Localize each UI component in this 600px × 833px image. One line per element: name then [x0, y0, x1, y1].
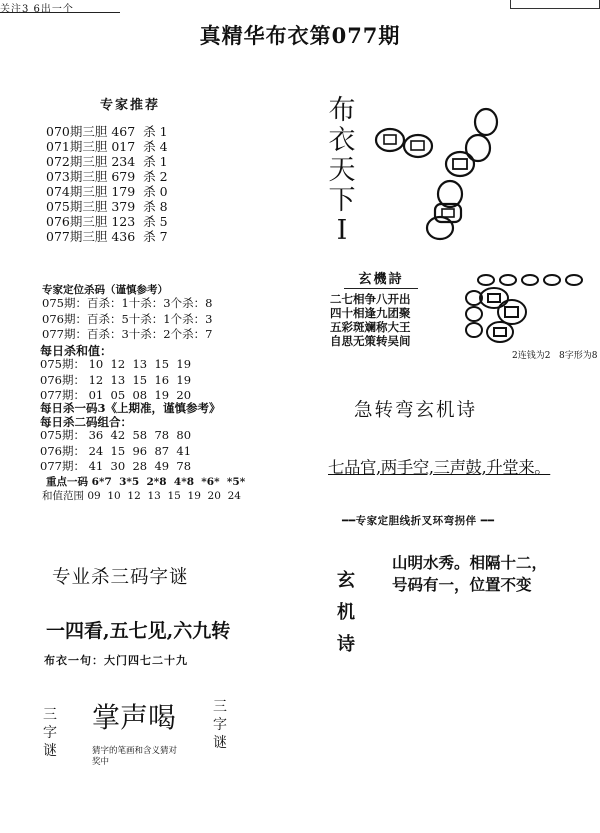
expert-row: 076期三胆 123 杀 5 — [46, 214, 168, 229]
expert-row: 075期三胆 379 杀 8 — [46, 199, 168, 214]
expert-row: 073期三胆 679 杀 2 — [46, 169, 168, 184]
qipin-poem-line: 七品官,两手空,三声鼓,升堂来。 — [328, 458, 551, 477]
top-divider — [0, 12, 120, 13]
jizhuan-poem-title: 急转弯玄机诗 — [354, 400, 478, 421]
riddle-line: 一四看,五七见,六九转 — [46, 620, 231, 642]
top-right-frame — [510, 0, 600, 9]
coin-pattern-icon — [460, 272, 595, 344]
riddle-right-vertical: 三字谜 — [213, 699, 227, 751]
daily-sum-title: 每日杀和值： — [40, 344, 113, 358]
expert-row: 072期三胆 234 杀 1 — [46, 154, 168, 169]
buyi-tianxia-vertical: 布衣天下I — [328, 95, 356, 246]
riddle-word: 掌声喝 — [92, 701, 177, 734]
xuanji-poem-line: 自思无策转吴间 — [330, 334, 411, 348]
expert-list — [46, 124, 168, 244]
daily-kill-two-title: 每日杀二码组合： — [40, 415, 132, 429]
coin-chain-icon — [368, 100, 508, 250]
daily-sum-list — [40, 357, 191, 404]
top-note: 关注3 6出一个 — [0, 4, 74, 15]
xuanji-poem-line: 二七相争八开出 — [330, 292, 411, 306]
daily-kill-two-list — [40, 428, 191, 475]
xuanji-poem-box — [330, 268, 432, 348]
riddle-hint: 猜字的笔画和含义猜对奖中 — [92, 746, 178, 767]
expert-section-title: 专家推荐 — [100, 98, 161, 113]
page-title: 真精华布衣第077期 — [199, 23, 401, 48]
daily-kill-one-title: 每日杀一码3《上期准，谨慎参考》 — [40, 401, 221, 415]
xuanjishi-vertical: 玄机诗 — [337, 570, 355, 655]
position-kill-row: 076期：百杀：5十杀：1个杀：3 — [42, 311, 213, 326]
sum-range-row: 和值范围 09 10 12 13 15 19 20 24 — [42, 490, 241, 502]
coin-legend: 2连钱为2 8字形为8 — [512, 351, 598, 361]
riddle-title: 专业杀三码字谜 — [52, 567, 189, 588]
position-kill-title: 专家定位杀码（谨慎参考） — [42, 284, 168, 296]
buyi-sentence: 布衣一句：大门四七二十九 — [44, 654, 188, 667]
position-kill-list — [42, 296, 212, 343]
xuanji-poem-line: 五彩斑斓称大王 — [330, 320, 411, 334]
position-kill-row: 077期：百杀：3十杀：2个杀：7 — [42, 327, 213, 341]
expert-row: 070期三胆 467 杀 1 — [46, 124, 168, 139]
daily-sum-row: 076期： 12 13 15 16 19 — [40, 372, 192, 387]
shanming-line: 山明水秀。相隔十二， — [392, 553, 548, 572]
expert-band: ━━专家定胆线折叉环弯拐伴 ━━ — [342, 515, 495, 527]
position-kill-row: 075期：百杀：1十杀：3个杀：8 — [42, 296, 213, 310]
riddle-left-vertical: 三字谜 — [43, 707, 57, 759]
daily-kill-two-row: 076期： 24 15 96 87 41 — [40, 443, 192, 458]
daily-kill-two-row: 077期： 41 30 28 49 78 — [40, 459, 192, 473]
shanming-line: 号码有一，位置不变 — [392, 575, 532, 594]
expert-row: 077期三胆 436 杀 7 — [46, 229, 168, 244]
key-number-row: 重点一码 6*7 3*5 2*8 4*8 *6* *5* — [46, 476, 246, 488]
daily-sum-row: 077期： 01 05 08 19 20 — [40, 388, 192, 402]
xuanji-poem-title: 玄機詩 — [344, 268, 418, 289]
xuanji-poem-line: 四十相逢九团聚 — [330, 306, 411, 320]
shanming-poem — [392, 552, 547, 596]
expert-row: 071期三胆 017 杀 4 — [46, 139, 168, 154]
daily-kill-two-row: 075期： 36 42 58 78 80 — [40, 428, 192, 442]
expert-row: 074期三胆 179 杀 0 — [46, 184, 168, 199]
daily-sum-row: 075期： 10 12 13 15 19 — [40, 357, 192, 371]
